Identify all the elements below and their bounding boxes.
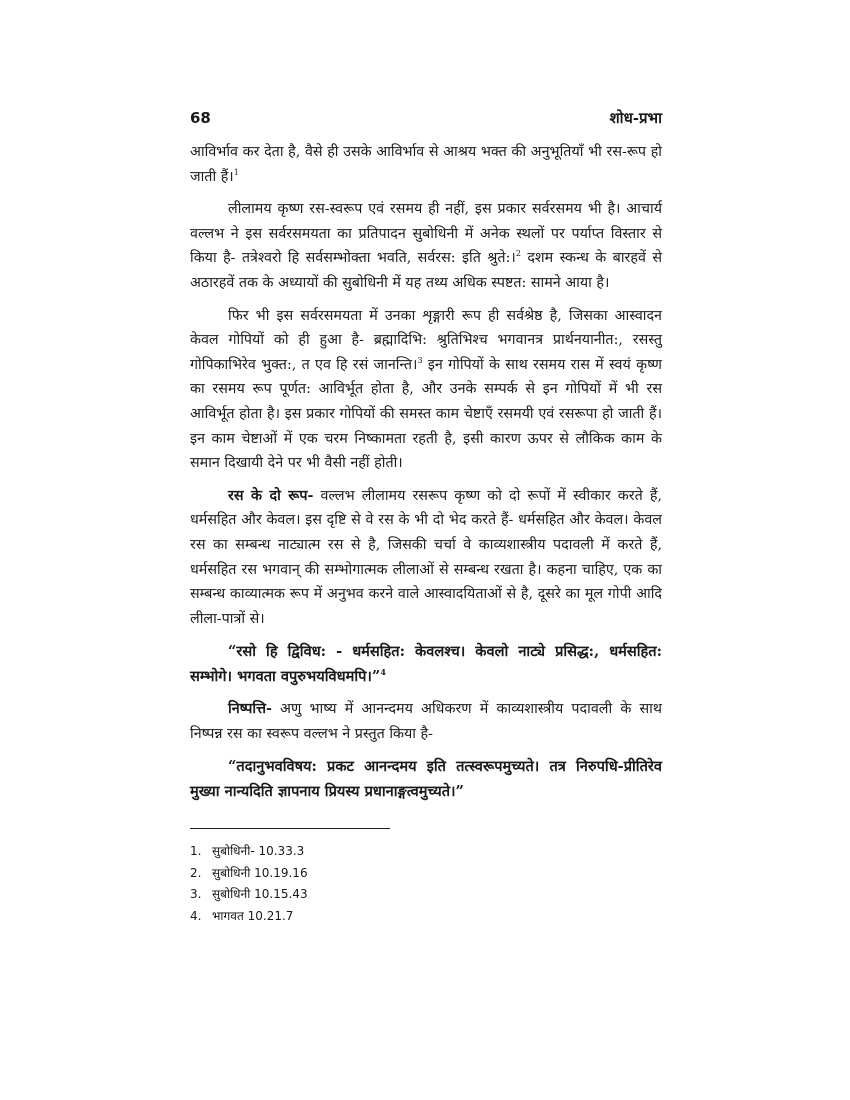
footnote-1: 1. सुबोधिनी- 10.33.3 (190, 844, 305, 859)
quote-1: “रसो हि द्विविध: - धर्मसहित: केवलश्च। केवलो नाट्ये प्रसिद्ध:, धर्मसहित: सम्भोगे। भगवता वपुरुभयविधमपि।”$^4$ (190, 643, 662, 686)
footnotes (190, 841, 662, 927)
paragraph-3: फिर भी इस सर्वरसमयता में उनका शृङ्गारी रूप ही सर्वश्रेष्ठ है, जिसका आस्वादन केवल गोपियों को ही हुआ है- ब्रह्मादिभि: श्रुतिभिश्च भगवानत्र प्रार्थनयानीत:, रसस्तु गोपिकाभिरेव भुक्त:, त एव हि रसं जानन्ति।$^3$ इन गोपियों के साथ रसमय रास में स्वयं कृष्ण का रसमय रूप पूर्णत: आविर्भूत होता है, और उनके सम्पर्क से इन गोपियों में भी रस आविर्भूत होता है। इस प्रकार गोपियों की समस्त काम चेष्टाएँ रसमयी एवं रसरूपा हो जाती हैं। इन काम चेष्टाओं में एक चरम निष्कामता रहती है, इसी कारण ऊपर से लौकिक काम के समान दिखायी देने पर भी वैसी नहीं होती। (190, 307, 663, 472)
footnote-4: 4. भागवत 10.21.7 (190, 908, 294, 923)
paragraph-1: आविर्भाव कर देता है, वैसे ही उसके आविर्भाव से आश्रय भक्त की अनुभूतियाँ भी रस-रूप हो जाती हैं।$^1$ (190, 144, 662, 185)
footnote-3: 3. सुबोधिनी 10.15.43 (190, 887, 308, 902)
footnote-2: 2. सुबोधिनी 10.19.16 (190, 865, 308, 880)
paragraph-2: लीलामय कृष्ण रस-स्वरूप एवं रसमय ही नहीं, इस प्रकार सर्वरसमय भी है। आचार्य वल्लभ ने इस सर्वरसमयता का प्रतिपादन सुबोधिनी में अनेक स्थलों पर पर्याप्त विस्तार से किया है- तत्रेश्वरो हि सर्वसम्भोक्ता भवति, सर्वरस: इति श्रुते:।$^2$ दशम स्कन्ध के बारहवें से अठारहवें तक के अध्यायों की सुबोधिनी में यह तथ्य अधिक स्पष्टत: सामने आया है। (190, 201, 663, 291)
quote-2: “तदानुभवविषय: प्रकट आनन्दमय इति तत्स्वरूपमुच्यते। तत्र निरुपधि-प्रीतिरेव मुख्या नान्यदिति ज्ञापनाय प्रियस्य प्रधानाङ्गत्वमुच्यते।” (190, 758, 662, 801)
paragraph-5: निष्पत्ति- अणु भाष्य में आनन्दमय अधिकरण में काव्यशास्त्रीय पदावली के साथ निष्पन्न रस का स्वरूप वल्लभ ने प्रस्तुत किया है- (190, 701, 662, 742)
footnote-ref-4: 4 (380, 667, 386, 678)
page-header (190, 108, 662, 128)
section-heading-nishpatti: निष्पत्ति- (228, 701, 272, 718)
page (190, 108, 662, 927)
footnote-ref-2: 2 (515, 249, 521, 259)
running-title: शोध-प्रभा (609, 109, 662, 127)
section-heading-ras-ke-do-roop: रस के दो रूप- (228, 487, 314, 504)
paragraph-4: रस के दो रूप- वल्लभ लीलामय रसरूप कृष्ण को दो रूपों में स्वीकार करते हैं, धर्मसहित और केवल। इस दृष्टि से वे रस के भी दो भेद करते हैं- धर्मसहित और केवल। केवल रस का सम्बन्ध नाट्यात्म रस से है, जिसकी चर्चा वे काव्यशास्त्रीय पदावली में करते हैं, धर्मसहित रस भगवान् की सम्भोगात्मक लीलाओं से सम्बन्ध रखता है। कहना चाहिए, एक का सम्बन्ध काव्यात्मक रूप में अनुभव करने वाले आस्वादयिताओं से है, दूसरे का मूल गोपी आदि लीला-पात्रों से। (190, 487, 662, 627)
footnote-ref-1: 1 (233, 167, 239, 177)
page-number: 68 (190, 109, 211, 127)
footnote-divider (190, 828, 390, 829)
footnote-ref-3: 3 (417, 355, 423, 365)
